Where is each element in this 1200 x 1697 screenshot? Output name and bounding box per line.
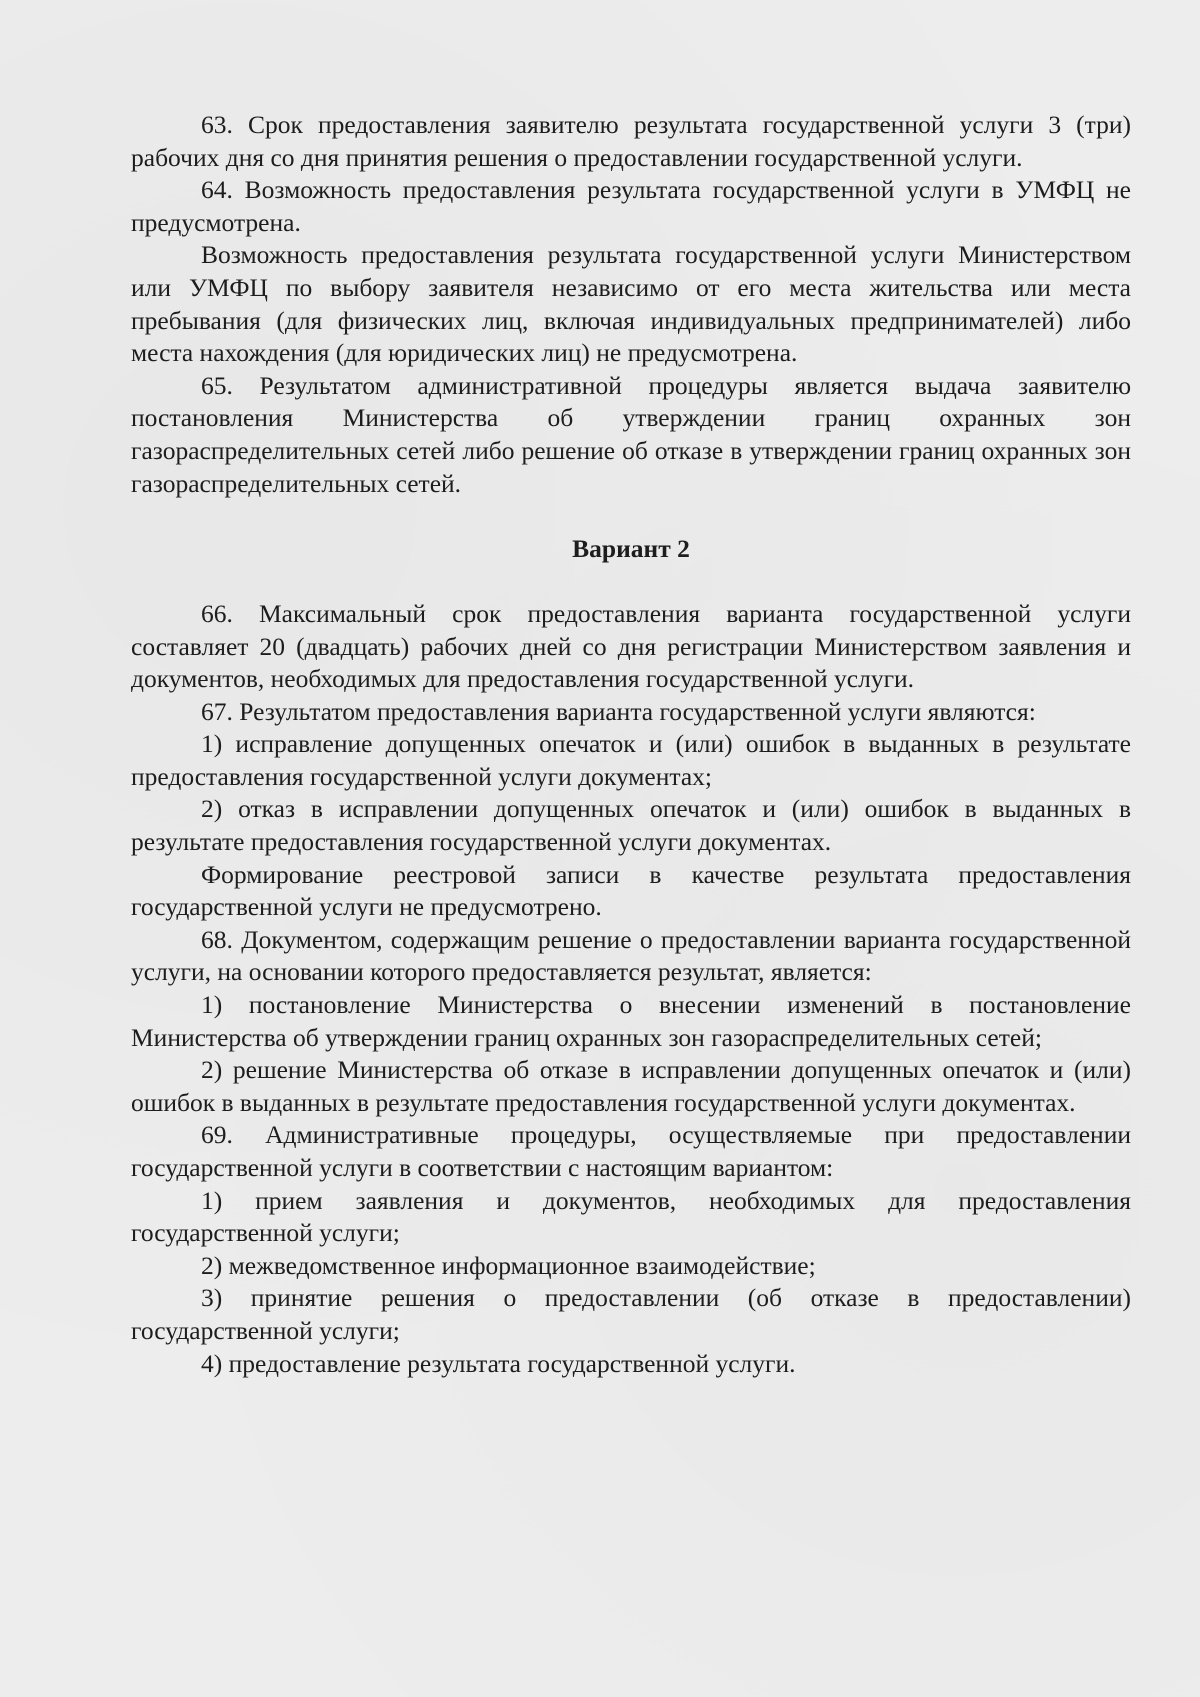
paragraph-69: 69. Административные процедуры, осуществляемые при предоставлении государственной услуги в соответствии с настоящим вариантом: (131, 1120, 1131, 1182)
paragraph-64: 64. Возможность предоставления результата государственной услуги в УМФЦ не предусмотрена. (131, 175, 1131, 237)
paragraph-67-note: Формирование реестровой записи в качестве результата предоставления государственной услуги не предусмотрено. (131, 859, 1131, 922)
spacer (131, 500, 1131, 533)
list-item-68-2: 2) решение Министерства об отказе в исправлении допущенных опечаток и (или) ошибок в выданных в результате предоставления государственной услуги документах. (131, 1055, 1131, 1117)
paragraph-63: 63. Срок предоставления заявителю результата государственной услуги 3 (три) рабочих дня со дня принятия решения о предоставлении государственной услуги. (131, 110, 1131, 172)
list-item-67-2: 2) отказ в исправлении допущенных опечаток и (или) ошибок в выданных в результате предоставления государственной услуги документах. (131, 794, 1131, 857)
list-item-68-1: 1) постановление Министерства о внесении изменений в постановление Министерства об утверждении границ охранных зон газораспределительных сетей; (131, 990, 1131, 1052)
paragraph-68: 68. Документом, содержащим решение о предоставлении варианта государственной услуги, на основании которого предоставляется результат, является: (131, 924, 1131, 987)
document-body (131, 109, 1131, 1380)
list-item-69-3: 3) принятие решения о предоставлении (об отказе в предоставлении) государственной услуги; (131, 1283, 1131, 1345)
paragraph-66: 66. Максимальный срок предоставления варианта государственной услуги составляет 20 (двадцать) рабочих дней со дня регистрации Министерством заявления и документов, необходимых для предоставления государственной услуги. (131, 598, 1131, 694)
paragraph-64-cont: Возможность предоставления результата государственной услуги Министерством или УМФЦ по выбору заявителя независимо от его места жительства или места пребывания (для физических лиц, включая индивидуальных предпринимателей) либо места нахождения (для юридических лиц) не предусмотрена. (131, 240, 1131, 368)
list-item-67-1: 1) исправление допущенных опечаток и (или) ошибок в выданных в результате предоставления государственной услуги документах; (131, 729, 1131, 791)
list-item-69-1: 1) прием заявления и документов, необходимых для предоставления государственной услуги; (131, 1185, 1131, 1248)
list-item-69-2: 2) межведомственное информационное взаимодействие; (201, 1250, 816, 1280)
list-item-69-4: 4) предоставление результата государственной услуги. (201, 1348, 796, 1378)
paragraph-65: 65. Результатом административной процедуры является выдача заявителю постановления Министерства об утверждении границ охранных зон газораспределительных сетей либо решение об отказе в утверждении границ охранных зон газораспределительных сетей. (131, 370, 1131, 498)
paragraph-67: 67. Результатом предоставления варианта государственной услуги являются: (201, 696, 1036, 726)
spacer (131, 565, 1131, 598)
section-heading: Вариант 2 (572, 533, 690, 563)
